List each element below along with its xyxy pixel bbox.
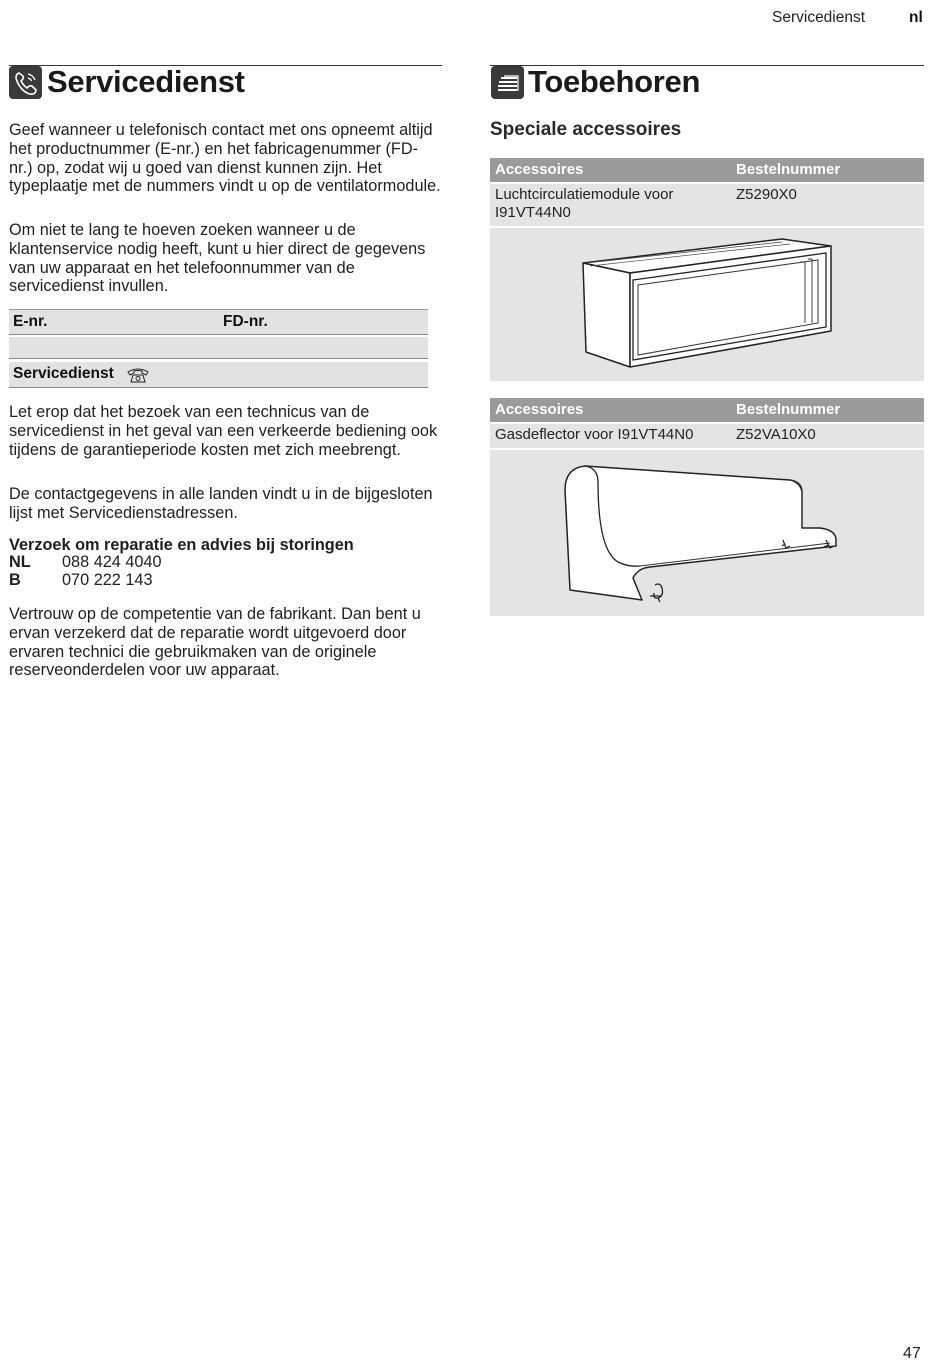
contact-row-b	[9, 571, 309, 590]
accessory-name-line2: I91VT44N0	[495, 204, 571, 221]
accessory-order-number: Z5290X0	[736, 186, 797, 203]
country-code: B	[9, 571, 21, 589]
form-row-numbers	[9, 310, 428, 335]
cost-notice-paragraph: Let erop dat het bezoek van een technicus van de servicedienst in het geval van een verkeerde bediening ook tijdens de garantieperiode kosten met zich meebrengt.	[9, 403, 438, 459]
phone-number: 070 222 143	[62, 571, 153, 589]
form-row-entry[interactable]	[9, 337, 428, 359]
fdnr-label: FD-nr.	[223, 313, 268, 330]
fill-in-paragraph: Om niet te lang te hoeven zoeken wanneer u de klantenservice nodig heeft, kunt u hier direct de gegevens van uw apparaat en het telefoonnummer van de servicedienst invullen.	[9, 221, 426, 296]
section-subtitle: Speciale accessoires	[490, 119, 682, 140]
page-number: 47	[903, 1345, 921, 1362]
page-title: Servicedienst	[47, 64, 245, 99]
section-title-accessories: Toebehoren	[528, 64, 701, 99]
enr-label: E-nr.	[13, 313, 48, 330]
accessory-table-header	[490, 158, 924, 182]
form-row-service	[9, 362, 428, 388]
phone-icon	[9, 66, 42, 99]
accessory-row	[490, 184, 924, 226]
contact-row-nl	[9, 553, 309, 572]
country-code: NL	[9, 553, 31, 571]
competence-paragraph: Vertrouw op de competentie van de fabrikant. Dan bent u ervan verzekerd dat de reparatie wordt uitgevoerd door ervaren technici die gebruikmaken van de originele reserveonderdelen voor uw apparaat.	[9, 605, 421, 680]
phone-number: 088 424 4040	[62, 553, 162, 571]
contact-paragraph: De contactgegevens in alle landen vindt u in de bijgesloten lijst met Servicedienstadressen.	[9, 485, 433, 522]
running-header-title: Servicedienst	[772, 9, 866, 26]
column-header-order-number: Bestelnummer	[736, 161, 841, 178]
accessory-table-header	[490, 398, 924, 422]
column-header-accessories: Accessoires	[495, 161, 584, 178]
telephone-icon	[127, 367, 149, 388]
repair-heading: Verzoek om reparatie en advies bij storingen	[9, 536, 354, 554]
intro-paragraph: Geef wanneer u telefonisch contact met ons opneemt altijd het productnummer (E-nr.) en het fabricagenummer (FD-nr.) op, zodat wij u goed van dienst kunnen zijn. Het typeplaatje met de nummers vindt u op de ventilatormodule.	[9, 121, 441, 196]
accessory-name-line1: Luchtcirculatiemodule voor	[495, 186, 674, 203]
accessory-order-number: Z52VA10X0	[736, 426, 816, 443]
column-header-order-number: Bestelnummer	[736, 401, 841, 418]
accessory-row	[490, 424, 924, 448]
gas-deflector-illustration	[490, 450, 924, 616]
column-header-accessories: Accessoires	[495, 401, 584, 418]
running-header-language: nl	[909, 9, 923, 26]
air-recirculation-module-illustration	[490, 228, 924, 381]
accessory-name-line1: Gasdeflector voor I91VT44N0	[495, 426, 694, 443]
accessories-icon	[491, 66, 524, 99]
service-label: Servicedienst	[13, 365, 114, 382]
